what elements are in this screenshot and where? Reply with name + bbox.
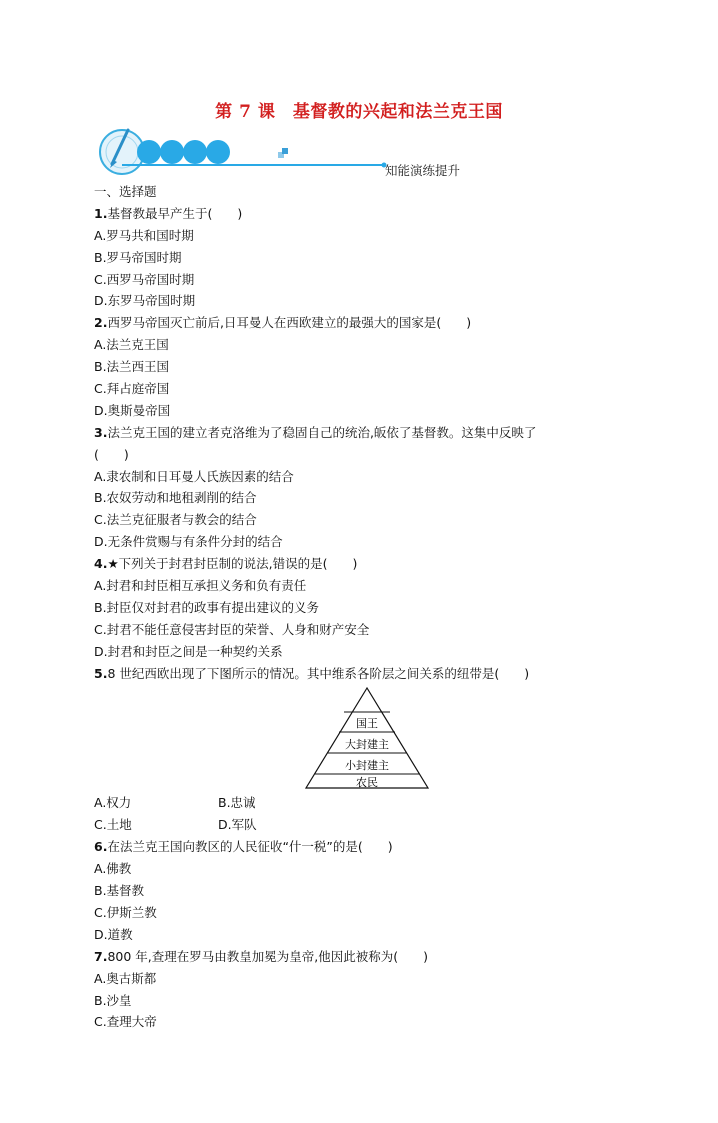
- question-text: 在法兰克王国向教区的人民征收“什一税”的是( ): [107, 839, 393, 855]
- option: B.农奴劳动和地租剥削的结合: [94, 490, 257, 506]
- question-3: [94, 422, 634, 553]
- option: A.法兰克王国: [94, 337, 169, 353]
- question-number: 7.: [94, 948, 108, 964]
- question-text-continued: ( ): [94, 446, 129, 462]
- question-text: 西罗马帝国灭亡前后,日耳曼人在西欧建立的最强大的国家是( ): [107, 315, 472, 331]
- option: D.东罗马帝国时期: [94, 293, 196, 309]
- question-number: 2.: [94, 315, 108, 331]
- option: C.西罗马帝国时期: [94, 271, 195, 287]
- option: A.罗马共和国时期: [94, 227, 194, 243]
- question-number: 6.: [94, 839, 108, 855]
- question-1: [94, 203, 634, 312]
- question-text: 基督教最早产生于( ): [107, 205, 243, 221]
- question-number: 5.: [94, 665, 108, 681]
- question-2: [94, 312, 634, 421]
- pyramid-level-peasants: 农民: [356, 776, 378, 790]
- pyramid-level-great-lords: 大封建主: [345, 738, 389, 752]
- option: A.隶农制和日耳曼人氏族因素的结合: [94, 468, 294, 484]
- option: B.忠诚: [218, 795, 256, 811]
- pyramid-level-king: 国王: [356, 717, 378, 731]
- option: C.查理大帝: [94, 1014, 157, 1030]
- exercise-content: [94, 181, 634, 1033]
- pyramid-level-lesser-lords: 小封建主: [345, 759, 389, 773]
- option: D.道教: [94, 926, 133, 942]
- option: C.封君不能任意侵害封臣的荣誉、人身和财产安全: [94, 621, 370, 637]
- option: D.军队: [218, 817, 257, 833]
- option: D.封君和封臣之间是一种契约关系: [94, 643, 283, 659]
- option: B.基督教: [94, 883, 145, 899]
- option: B.法兰西王国: [94, 359, 170, 375]
- pyramid-shape: [302, 684, 432, 792]
- option: B.罗马帝国时期: [94, 249, 182, 265]
- option: C.拜占庭帝国: [94, 381, 170, 397]
- question-text: 法兰克王国的建立者克洛维为了稳固自己的统治,皈依了基督教。这集中反映了: [107, 424, 537, 440]
- question-number: 1.: [94, 205, 108, 221]
- lesson-title: 第 7 课 基督教的兴起和法兰克王国: [215, 102, 503, 122]
- option: B.封臣仅对封君的政事有提出建议的义务: [94, 599, 320, 615]
- option: A.佛教: [94, 861, 132, 877]
- option: A.封君和封臣相互承担义务和负有责任: [94, 578, 307, 594]
- option: C.土地: [94, 817, 132, 833]
- question-text: 800 年,查理在罗马由教皇加冕为皇帝,他因此被称为( ): [107, 948, 428, 964]
- question-number: 4.: [94, 556, 108, 572]
- question-4: [94, 553, 634, 662]
- question-5: [94, 663, 634, 837]
- banner-label: 知能演练提升: [385, 163, 461, 178]
- decor-dots: [137, 140, 230, 164]
- option: D.奥斯曼帝国: [94, 402, 171, 418]
- feudal-pyramid-diagram: [302, 684, 432, 792]
- option: D.无条件赏赐与有条件分封的结合: [94, 534, 283, 550]
- question-6: [94, 836, 634, 945]
- option: A.权力: [94, 795, 132, 811]
- question-text: 8 世纪西欧出现了下图所示的情况。其中维系各阶层之间关系的纽带是( ): [107, 665, 530, 681]
- option: C.法兰克征服者与教会的结合: [94, 512, 257, 528]
- option: A.奥古斯都: [94, 970, 157, 986]
- section-heading: 一、选择题: [94, 184, 157, 199]
- question-text: ★下列关于封君封臣制的说法,错误的是( ): [107, 556, 358, 572]
- option: C.伊斯兰教: [94, 904, 157, 920]
- option: B.沙皇: [94, 992, 132, 1008]
- question-number: 3.: [94, 424, 108, 440]
- question-7: [94, 946, 634, 1034]
